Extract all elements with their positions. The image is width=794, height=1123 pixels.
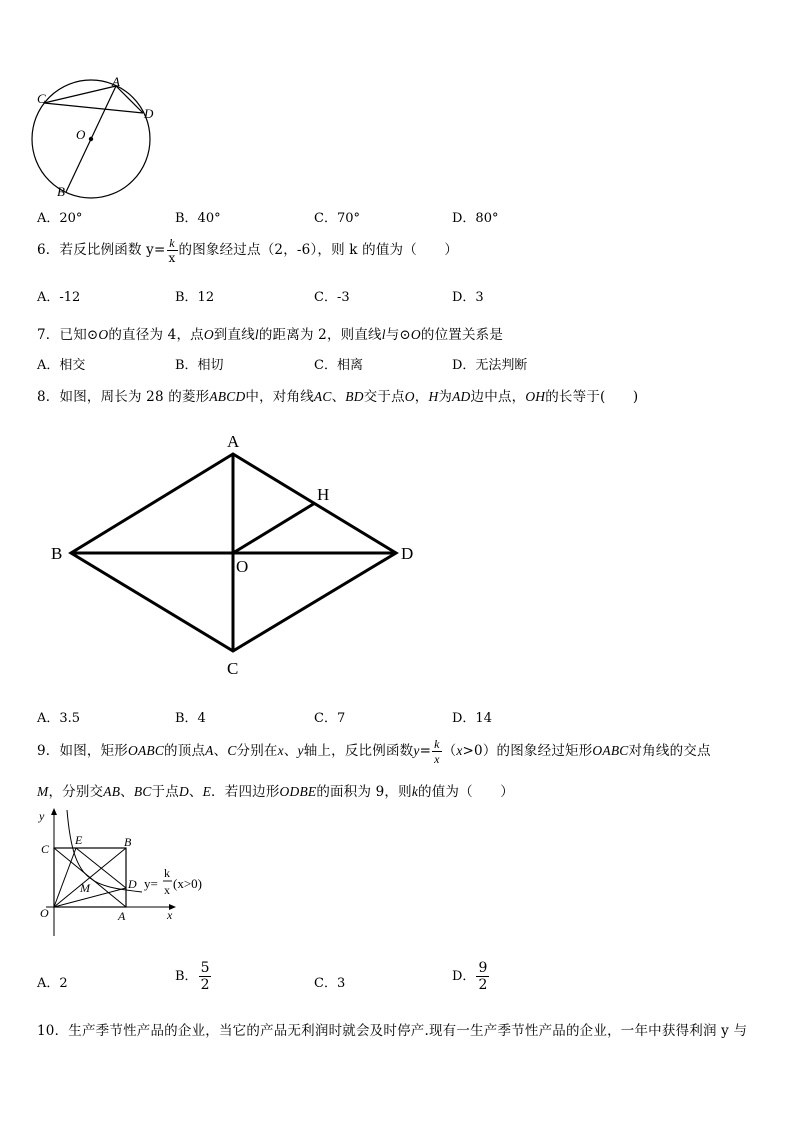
q9-option-b[interactable]: B． $\frac{5}{2}$ bbox=[175, 960, 210, 993]
q7-option-d[interactable]: D．无法判断 bbox=[452, 358, 528, 373]
label-x-axis: x bbox=[167, 908, 173, 922]
q5-option-c[interactable]: C．70° bbox=[314, 211, 360, 226]
label-y-axis: y bbox=[39, 809, 45, 823]
q7-option-a[interactable]: A．相交 bbox=[37, 358, 86, 373]
label-c: C bbox=[37, 91, 46, 106]
label-b: B bbox=[57, 184, 65, 199]
q8-option-a[interactable]: A．3.5 bbox=[37, 711, 81, 726]
q9-option-d[interactable]: D． $\frac{9}{2}$ bbox=[452, 960, 488, 993]
label-o: O bbox=[76, 127, 86, 142]
q9-question-line2: M，分别交AB、BC于点D、E．若四边形ODBE的面积为 9，则k的值为（ ） bbox=[37, 784, 514, 800]
q9-option-d-fraction: $\frac{9}{2}$ bbox=[478, 960, 488, 993]
segment-od bbox=[54, 888, 126, 907]
label-b: B bbox=[51, 544, 63, 563]
q8-option-c[interactable]: C．7 bbox=[314, 711, 346, 726]
func-suffix: (x>0) bbox=[173, 876, 202, 891]
q5-option-b[interactable]: B．40° bbox=[175, 211, 221, 226]
label-m: M bbox=[80, 881, 90, 895]
label-a: A bbox=[112, 74, 120, 89]
label-o: O bbox=[40, 906, 49, 920]
q6-fraction: $\frac{k}{x}$ bbox=[168, 236, 176, 265]
q9-option-a[interactable]: A．2 bbox=[37, 976, 68, 991]
rhombus-figure bbox=[40, 425, 430, 685]
label-o: O bbox=[236, 557, 249, 576]
q6-option-b[interactable]: B．12 bbox=[175, 290, 215, 305]
circle-figure bbox=[30, 72, 170, 202]
label-a: A bbox=[227, 432, 240, 451]
label-c: C bbox=[227, 659, 239, 678]
q8-option-d[interactable]: D．14 bbox=[452, 711, 492, 726]
q10-question: 10．生产季节性产品的企业，当它的产品无利润时就会及时停产.现有一生产季节性产品的企业，一年中获得利润 y 与 bbox=[37, 1023, 748, 1039]
q5-option-d[interactable]: D．80° bbox=[452, 211, 499, 226]
q7-option-b[interactable]: B．相切 bbox=[175, 358, 224, 373]
label-a: A bbox=[118, 909, 126, 923]
chord-ad bbox=[116, 86, 143, 113]
func-numerator: k bbox=[164, 866, 170, 880]
label-e: E bbox=[75, 833, 83, 847]
label-d: D bbox=[128, 877, 137, 891]
func-prefix: y= bbox=[144, 876, 158, 891]
q7-question: 7．已知⊙O的直径为 4，点O到直线l的距离为 2，则直线l与⊙O的位置关系是 bbox=[37, 327, 504, 343]
label-d: D bbox=[401, 544, 414, 563]
q8-question: 8．如图，周长为 28 的菱形ABCD中，对角线AC、BD交于点O，H为AD边中点，OH的长等于( ) bbox=[37, 389, 639, 405]
q8-option-b[interactable]: B．4 bbox=[175, 711, 206, 726]
rectangle-hyperbola-figure bbox=[34, 806, 224, 942]
q6-option-a[interactable]: A．-12 bbox=[37, 290, 81, 305]
segment-oh bbox=[233, 503, 315, 553]
q9-option-c[interactable]: C．3 bbox=[314, 976, 346, 991]
chord-ca bbox=[44, 86, 116, 103]
q9-question-line1: 9．如图，矩形OABC的顶点A、C分别在x、y轴上，反比例函数y= $\frac{k}{x}$ （x>0）的图象经过矩形OABC对角线的交点 bbox=[37, 737, 711, 766]
func-denominator: x bbox=[164, 883, 170, 897]
label-h: H bbox=[317, 485, 330, 504]
q6-question: 6．若反比例函数 y= $\frac{k}{x}$ 的图象经过点（2，-6），则 k 的值为（ ） bbox=[37, 236, 459, 265]
q9-fraction: $\frac{k}{x}$ bbox=[434, 737, 440, 766]
q7-option-c[interactable]: C．相离 bbox=[314, 358, 363, 373]
center-dot bbox=[89, 137, 93, 141]
label-b: B bbox=[124, 835, 132, 849]
q5-option-a[interactable]: A．20° bbox=[37, 211, 83, 226]
label-c: C bbox=[41, 842, 50, 856]
q6-option-d[interactable]: D．3 bbox=[452, 290, 484, 305]
label-d: D bbox=[144, 106, 154, 121]
y-axis-arrow bbox=[51, 808, 57, 815]
q6-option-c[interactable]: C．-3 bbox=[314, 290, 350, 305]
chord-cd bbox=[44, 103, 143, 113]
q9-option-b-fraction: $\frac{5}{2}$ bbox=[200, 960, 210, 993]
